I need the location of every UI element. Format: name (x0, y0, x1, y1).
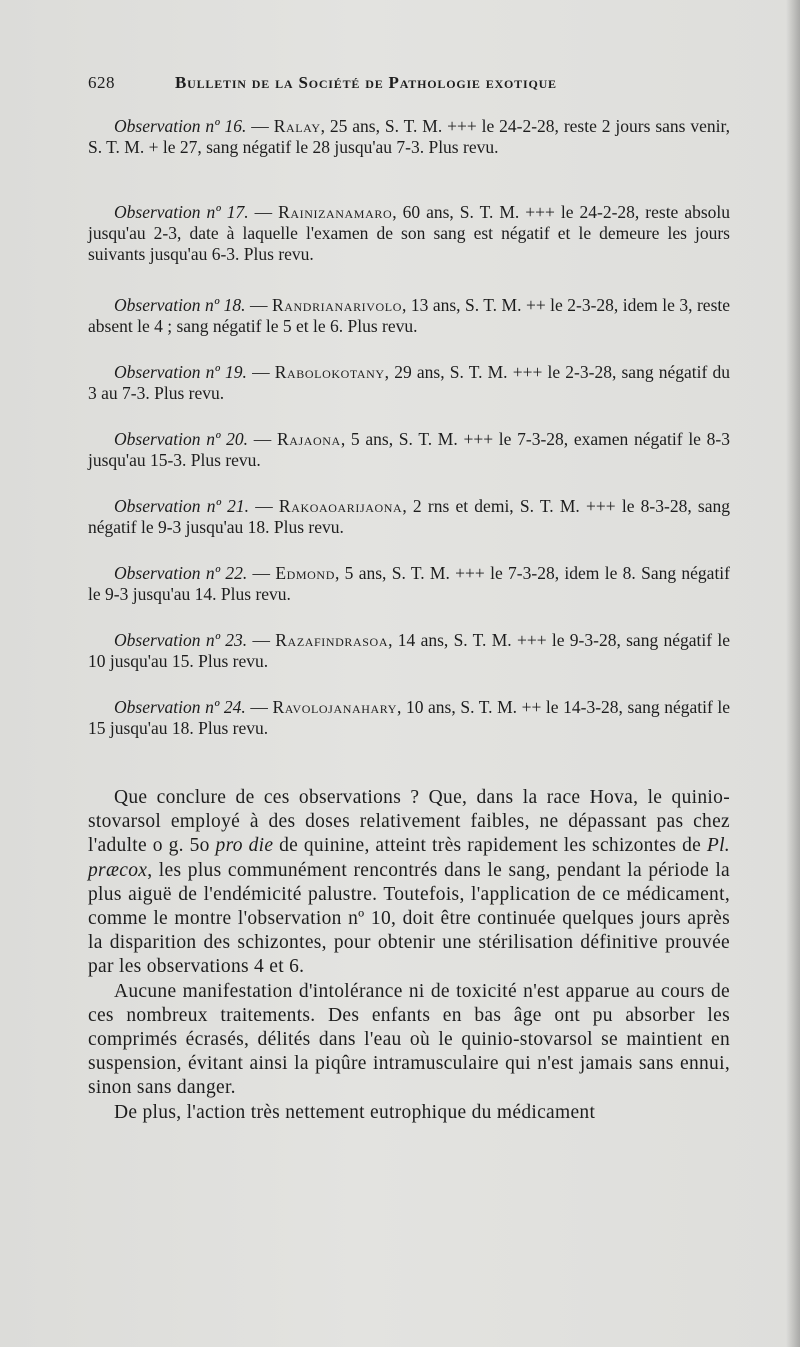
running-header (88, 73, 728, 99)
observation-16: Observation nº 16. — Ralay, 25 ans, S. T. M. +++ le 24-2-28, reste 2 jours sans venir, S. T. M. + le 27, sang négatif le 28 jusqu'au 7-3. Plus revu. (88, 116, 730, 157)
observation-label: Observation nº 16. (114, 116, 247, 136)
observation-20: Observation nº 20. — Rajaona, 5 ans, S. T. M. +++ le 7-3-28, examen négatif le 8-3 jusqu'au 15-3. Plus revu. (88, 429, 730, 470)
paragraph-tolerance: Aucune manifestation d'intolérance ni de toxicité n'est apparue au cours de ces nombreux traitements. Des enfants en bas âge ont pu absorber les comprimés écrasés, délités dans l'eau où le quinio-stovarsol se maintient en suspension, évitant ainsi la piqûre intramusculaire qui n'est jamais sans ennui, sinon sans danger. (88, 980, 730, 1099)
observation-17: Observation nº 17. — Rainizanamaro, 60 ans, S. T. M. +++ le 24-2-28, reste absolu jusqu'au 2-3, date à laquelle l'examen de son sang est négatif et le demeure les jours suivants jusqu'au 6-3. Plus revu. (88, 202, 731, 264)
observation-label: Observation nº 23. (114, 630, 248, 650)
observation-label: Observation nº 19. (114, 362, 247, 382)
observation-21: Observation nº 21. — Rakoaoarijaona, 2 rns et demi, S. T. M. +++ le 8-3-28, sang négatif le 9-3 jusqu'au 18. Plus revu. (88, 496, 730, 537)
observation-23: Observation nº 23. — Razafindrasoa, 14 ans, S. T. M. +++ le 9-3-28, sang négatif le 10 jusqu'au 15. Plus revu. (88, 630, 731, 671)
page-number: 628 (88, 73, 115, 92)
page-edge-shadow (786, 0, 800, 1347)
paragraph-eutrophic: De plus, l'action très nettement eutrophique du médicament (114, 1101, 596, 1123)
observation-label: Observation nº 21. (114, 496, 249, 516)
observation-label: Observation nº 24. (114, 697, 246, 717)
observation-label: Observation nº 20. (114, 429, 249, 449)
patient-name: Rabolokotany (274, 362, 385, 382)
patient-name: Randrianarivolo (272, 295, 402, 315)
observation-label: Observation nº 22. (114, 563, 248, 583)
observation-label: Observation nº 18. (114, 295, 246, 315)
patient-name: Ravolojanahary (272, 697, 397, 717)
observation-18: Observation nº 18. — Randrianarivolo, 13 ans, S. T. M. ++ le 2-3-28, idem le 3, reste absent le 4 ; sang négatif le 5 et le 6. Plus revu. (88, 295, 731, 336)
running-title: Bulletin de la Société de Pathologie exotique (175, 73, 557, 92)
paragraph-conclusion: Que conclure de ces observations ? Que, dans la race Hova, le quinio-stovarsol employé à des doses relativement faibles, ne dépassant pas chez l'adulte o g. 5o pro die de quinine, atteint très rapidement les schizontes de Pl. præcox, les plus communément rencontrés dans le sang, pendant la période la plus aiguë de l'endémicité palustre. Toutefois, l'application de ce médicament, comme le montre l'observation nº 10, doit être continuée quelques jours après la disparition des schizontes, pour obtenir une stérilisation définitive prouvée par les observations 4 et 6. (88, 787, 730, 978)
patient-name: Edmond (275, 563, 335, 583)
patient-name: Razafindrasoa (275, 630, 389, 650)
patient-name: Rainizanamaro (278, 202, 393, 222)
patient-name: Rajaona (276, 429, 341, 449)
observation-19: Observation nº 19. — Rabolokotany, 29 ans, S. T. M. +++ le 2-3-28, sang négatif du 3 au 7-3. Plus revu. (88, 362, 730, 403)
observation-22: Observation nº 22. — Edmond, 5 ans, S. T. M. +++ le 7-3-28, idem le 8. Sang négatif le 9-3 jusqu'au 14. Plus revu. (88, 563, 730, 604)
observation-24: Observation nº 24. — Ravolojanahary, 10 ans, S. T. M. ++ le 14-3-28, sang négatif le 15 jusqu'au 18. Plus revu. (88, 697, 731, 738)
conclusion-text (88, 786, 730, 1125)
observation-label: Observation nº 17. (114, 202, 249, 222)
patient-name: Ralay (273, 116, 321, 136)
patient-name: Rakoaoarijaona (278, 496, 403, 516)
